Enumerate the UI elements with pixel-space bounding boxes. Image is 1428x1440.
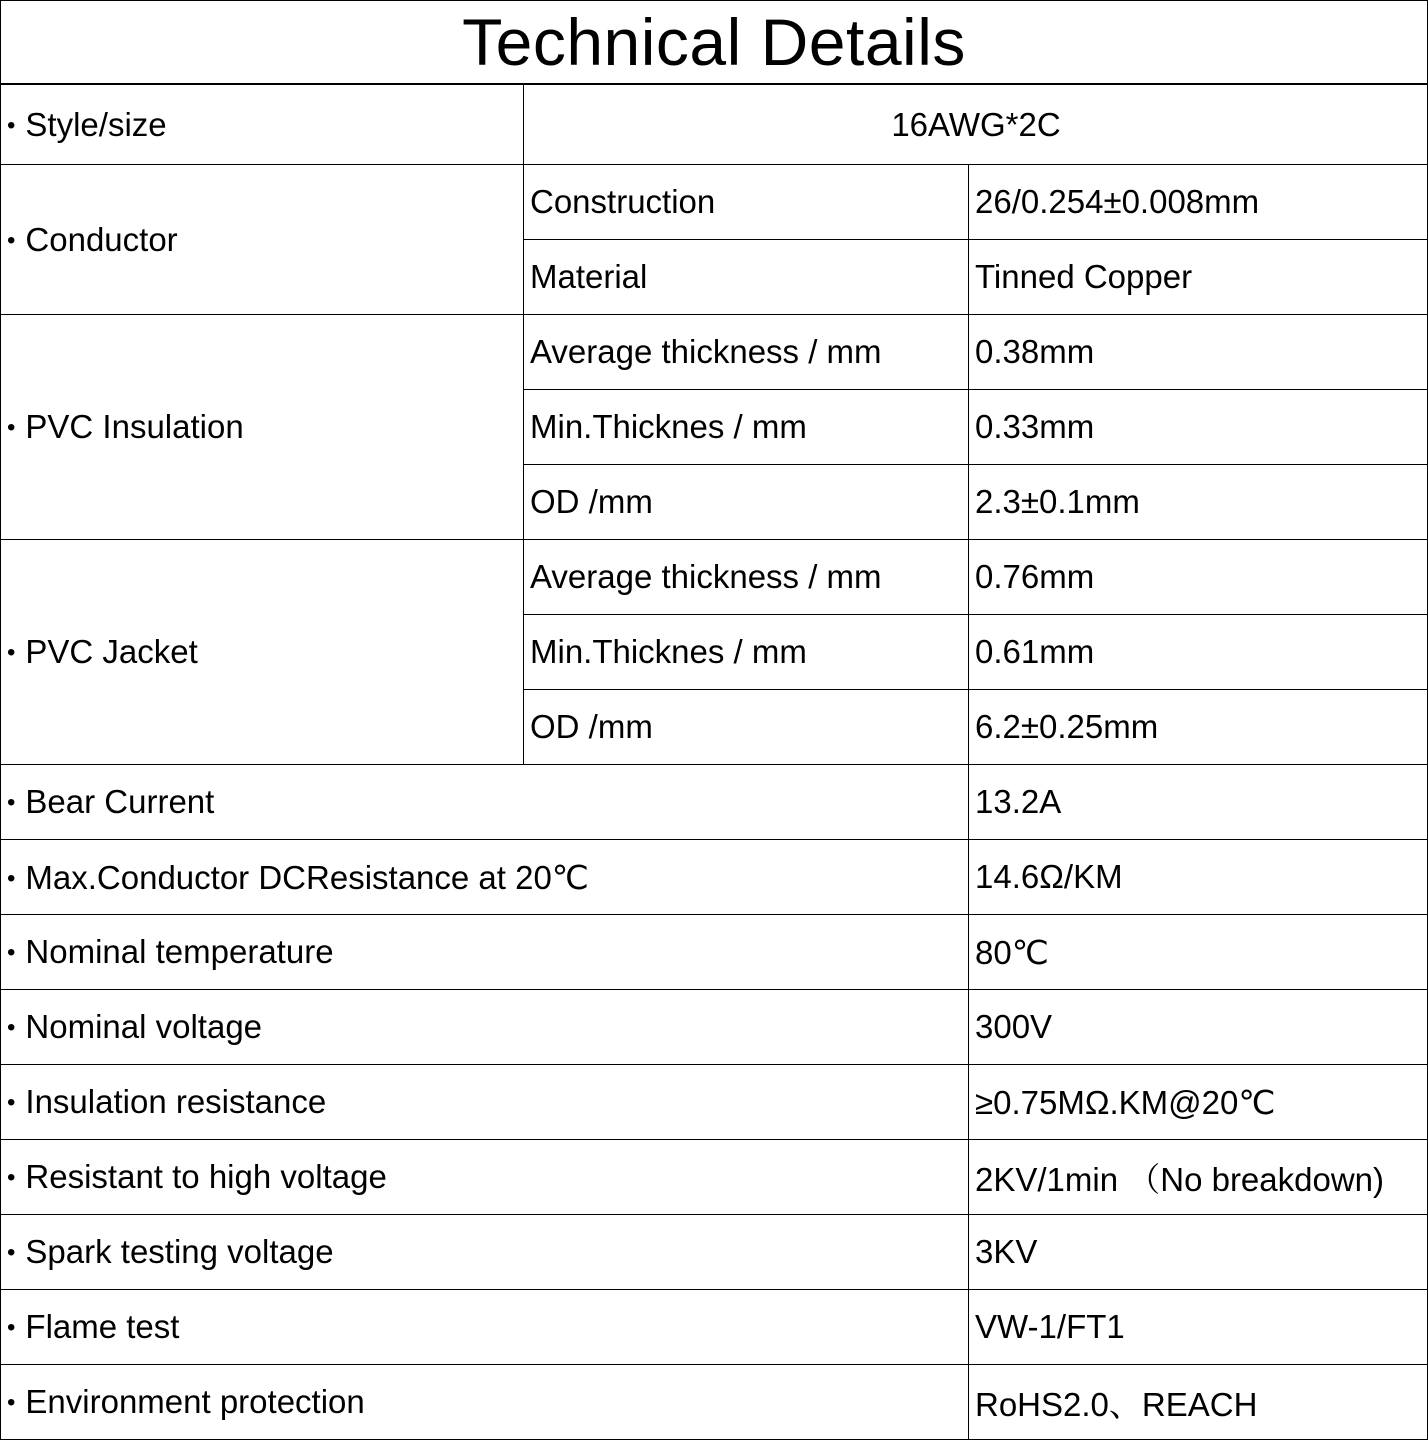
spec-label: Resistant to high voltage	[25, 1158, 387, 1195]
technical-details-table	[0, 84, 1428, 1440]
spec-label: Spark testing voltage	[25, 1233, 334, 1270]
spec-label: Bear Current	[25, 783, 215, 820]
spec-label: Flame test	[25, 1308, 180, 1345]
spec-value: 300V	[969, 990, 1428, 1065]
pvc-insulation-label: PVC Insulation	[25, 408, 244, 445]
bullet: •	[7, 1314, 16, 1341]
property-cell: Material	[524, 240, 969, 315]
spec-label: Insulation resistance	[25, 1083, 327, 1120]
bullet: •	[7, 1389, 16, 1416]
value-cell: 0.38mm	[969, 315, 1428, 390]
property-cell: Construction	[524, 165, 969, 240]
table-row	[1, 990, 1428, 1065]
row-label-conductor	[1, 165, 524, 315]
spec-value: ≥0.75MΩ.KM@20℃	[969, 1065, 1428, 1140]
table-row	[1, 315, 1428, 390]
row-label-style-size	[1, 85, 524, 165]
pvc-jacket-label: PVC Jacket	[25, 633, 198, 670]
spec-value: RoHS2.0、REACH	[969, 1365, 1428, 1440]
page-title: Technical Details	[0, 0, 1428, 84]
bullet: •	[7, 111, 16, 139]
table-row	[1, 1215, 1428, 1290]
spec-label: Nominal voltage	[25, 1008, 263, 1045]
spec-value: 14.6Ω/KM	[969, 840, 1428, 915]
row-label-pvc-insulation	[1, 315, 524, 540]
table-row	[1, 165, 1428, 240]
value-cell: 26/0.254±0.008mm	[969, 165, 1428, 240]
bullet: •	[7, 789, 16, 816]
spec-label: Max.Conductor DCResistance at 20℃	[25, 858, 589, 896]
table-row	[1, 915, 1428, 990]
property-cell: Average thickness / mm	[524, 540, 969, 615]
table-row	[1, 1365, 1428, 1440]
spec-label: Nominal temperature	[25, 933, 334, 970]
conductor-label: Conductor	[25, 220, 178, 258]
property-cell: OD /mm	[524, 690, 969, 765]
bullet: •	[7, 639, 16, 666]
bullet: •	[7, 226, 16, 254]
bullet: •	[7, 1014, 16, 1041]
property-cell: Min.Thicknes / mm	[524, 615, 969, 690]
spec-label-cell	[1, 1365, 969, 1440]
table-row	[1, 1290, 1428, 1365]
bullet: •	[7, 1164, 16, 1191]
value-cell: Tinned Copper	[969, 240, 1428, 315]
spec-value: VW-1/FT1	[969, 1290, 1428, 1365]
bullet: •	[7, 1239, 16, 1266]
spec-label-cell	[1, 1065, 969, 1140]
bullet: •	[7, 939, 16, 966]
spec-label-cell	[1, 1290, 969, 1365]
spec-label: Environment protection	[25, 1383, 365, 1420]
spec-label-cell	[1, 1215, 969, 1290]
property-cell: OD /mm	[524, 465, 969, 540]
style-size-label: Style/size	[25, 105, 167, 143]
spec-label-cell	[1, 840, 969, 915]
row-label-pvc-jacket	[1, 540, 524, 765]
value-cell: 6.2±0.25mm	[969, 690, 1428, 765]
table-row	[1, 1065, 1428, 1140]
property-cell: Average thickness / mm	[524, 315, 969, 390]
bullet: •	[7, 864, 16, 892]
bullet: •	[7, 1089, 16, 1116]
spec-value: 3KV	[969, 1215, 1428, 1290]
value-cell: 0.33mm	[969, 390, 1428, 465]
style-size-value: 16AWG*2C	[524, 85, 1428, 165]
spec-value: 2KV/1min （No breakdown)	[969, 1140, 1428, 1215]
spec-label-cell	[1, 915, 969, 990]
value-cell: 0.76mm	[969, 540, 1428, 615]
spec-value: 13.2A	[969, 765, 1428, 840]
spec-label-cell	[1, 990, 969, 1065]
value-cell: 0.61mm	[969, 615, 1428, 690]
property-cell: Min.Thicknes / mm	[524, 390, 969, 465]
table-row	[1, 765, 1428, 840]
table-row	[1, 85, 1428, 165]
spec-label-cell	[1, 765, 969, 840]
bullet: •	[7, 414, 16, 441]
table-row	[1, 1140, 1428, 1215]
table-row	[1, 540, 1428, 615]
spec-label-cell	[1, 1140, 969, 1215]
value-cell: 2.3±0.1mm	[969, 465, 1428, 540]
spec-value: 80℃	[969, 915, 1428, 990]
table-row	[1, 840, 1428, 915]
